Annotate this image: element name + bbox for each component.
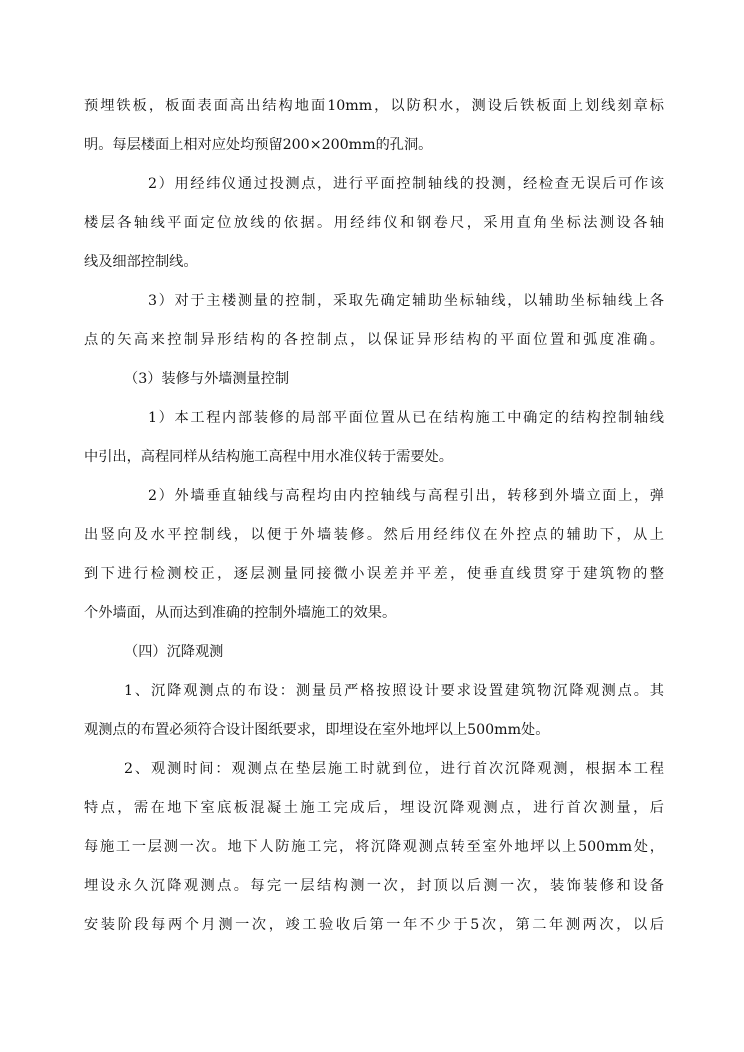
text-line-7: 点的矢高来控制异形结构的各控制点，以保证异形结构的平面位置和弧度准确。 <box>84 332 664 348</box>
text-line-17: 观测点的布置必须符合设计图纸要求，即埋设在室外地坪以上500mm处。 <box>84 722 550 738</box>
text-line-12: 出竖向及水平控制线，以便于外墙装修。然后用经纬仪在外控点的辅助下，从上 <box>84 527 664 543</box>
text-line-1: 预埋铁板，板面表面高出结构地面10mm，以防积水，测设后铁板面上划线刻章标 <box>84 98 664 114</box>
text-line-18: 2、观测时间：观测点在垫层施工时就到位，进行首次沉降观测，根据本工程 <box>124 761 664 777</box>
text-line-4: 楼层各轴线平面定位放线的依据。用经纬仪和钢卷尺，采用直角坐标法测设各轴 <box>84 215 664 231</box>
text-line-5: 线及细部控制线。 <box>84 254 198 270</box>
text-line-9: 1）本工程内部装修的局部平面位置从已在结构施工中确定的结构控制轴线 <box>148 410 664 426</box>
text-line-22: 安装阶段每两个月测一次，竣工验收后第一年不少于5次，第二年测两次，以后 <box>84 917 664 933</box>
section-heading-settlement: （四）沉降观测 <box>124 644 224 660</box>
text-line-11: 2）外墙垂直轴线与高程均由内控轴线与高程引出，转移到外墙立面上，弹 <box>148 488 664 504</box>
text-line-10: 中引出，高程同样从结构施工高程中用水准仪转于需要处。 <box>84 449 453 465</box>
text-line-3: 2）用经纬仪通过投测点，进行平面控制轴线的投测，经检查无误后可作该 <box>148 176 664 192</box>
text-line-16: 1、沉降观测点的布设：测量员严格按照设计要求设置建筑物沉降观测点。其 <box>124 683 664 699</box>
text-line-14: 个外墙面，从而达到准确的控制外墙施工的效果。 <box>84 605 397 621</box>
text-line-13: 到下进行检测校正，逐层测量同接微小误差并平差，使垂直线贯穿于建筑物的整 <box>84 566 664 582</box>
text-line-20: 每施工一层测一次。地下人防施工完，将沉降观测点转至室外地坪以上500mm处， <box>84 839 664 855</box>
text-line-19: 特点，需在地下室底板混凝土施工完成后，埋设沉降观测点，进行首次测量，后 <box>84 800 664 816</box>
text-line-6: 3）对于主楼测量的控制，采取先确定辅助坐标轴线，以辅助坐标轴线上各 <box>148 293 664 309</box>
text-line-21: 埋设永久沉降观测点。每完一层结构测一次，封顶以后测一次，装饰装修和设备 <box>84 878 664 894</box>
text-line-2: 明。每层楼面上相对应处均预留200×200mm的孔洞。 <box>84 137 433 153</box>
section-heading-decoration: （3）装修与外墙测量控制 <box>124 371 290 387</box>
